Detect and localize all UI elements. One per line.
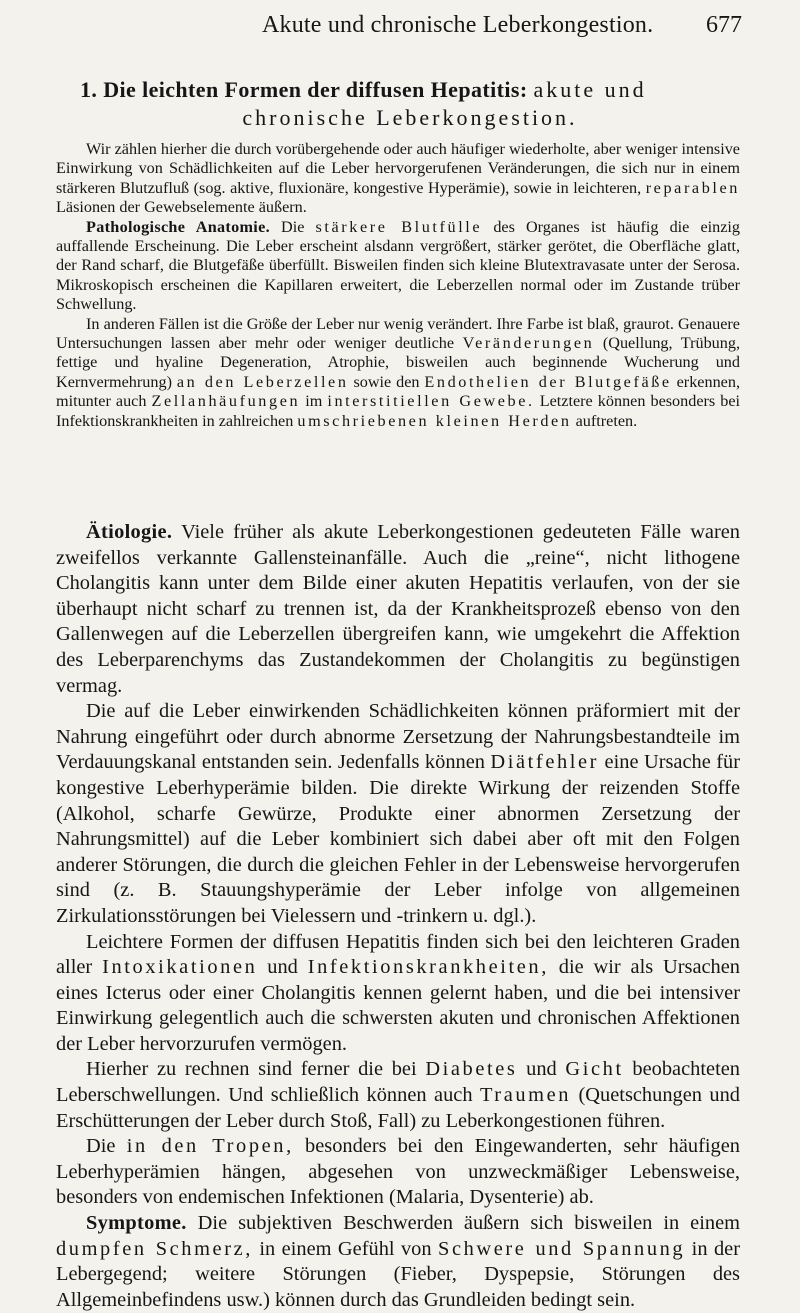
paragraph-intro: Wir zählen hierher die durch vorübergehende oder auch häufiger wiederholte, aber weniger intensive Einwirkung von Schädlichkeiten auf die Leber hervorgerufenen Veränderungen, die sich nur in einem stärkeren Blutzufluß (sog. aktive, fluxionäre, kongestive Hyperämie), sowie in leichteren, reparablen Läsionen der Gewebselemente äußern. [56, 140, 740, 217]
running-head [0, 12, 800, 48]
paragraph-aetiologie: Ätiologie. Viele früher als akute Leberkongestionen gedeuteten Fälle waren zweifellos verkannte Gallensteinanfälle. Auch die „reine“, nicht lithogene Cholangitis kann unter dem Bilde einer akuten Hepatitis verlaufen, von der sie überhaupt nicht scharf zu trennen ist, da der Krankheitsprozeß ebenso von den Gallenwegen auf die Leberzellen übergreifen kann, wie umgekehrt die Affektion des Leberparenchyms das Zustandekommen der Cholangitis zu begünstigen vermag. [56, 521, 741, 697]
page-number: 677 [706, 12, 742, 38]
paragraph-intoxikationen: Leichtere Formen der diffusen Hepatitis finden sich bei den leichteren Graden aller Intoxikationen und Infektionskrankheiten, die wir als Ursachen eines Icterus oder einer Cholangitis kennen gelernt haben, und die bei intensiver Einwirkung gelegentlich auch die schwersten akuten und chronischen Affektionen der Leber hervorzurufen vermögen. [56, 930, 740, 1055]
paragraph-changes: In anderen Fällen ist die Größe der Leber nur wenig verändert. Ihre Farbe ist blaß, graurot. Genauere Untersuchungen lassen aber mehr oder weniger deutliche Veränderungen (Quellung, Trübung, fettige und hyaline Degeneration, Atrophie, bisweilen auch beginnende Wucherung und Kernvermehrung) an den Leberzellen sowie den Endothelien der Blutgefäße erkennen, mitunter auch Zellanhäufungen im interstitiellen Gewebe. Letztere können besonders bei Infektionskrankheiten in zahlreichen umschriebenen kleinen Herden auftreten. [56, 314, 741, 430]
paragraph-tropen: Die in den Tropen, besonders bei den Eingewanderten, sehr häufigen Leberhyperämien hängen, abgesehen von unzweckmäßiger Lebensweise, besonders von endemischen Infektionen (Malaria, Dysenterie) ab. [56, 1135, 740, 1209]
section-heading-lead: 1. Die leichten Formen der diffusen Hepatitis: [80, 77, 528, 102]
section-heading-sub2: chronische Leberkongestion. [242, 105, 578, 130]
heading-aetiologie: Ätiologie. [86, 521, 173, 543]
paragraph-diabetes-gicht: Hierher zu rechnen sind ferner die bei Diabetes und Gicht beobachteten Leberschwellungen. Und schließlich können auch Traumen (Quetschungen und Erschütterungen der Leber durch Stoß, Fall) zu Leberkongestionen führen. [56, 1058, 740, 1132]
heading-symptome: Symptome. [86, 1212, 187, 1235]
running-head-title: Akute und chronische Leberkongestion. [262, 12, 654, 38]
paragraph-symptome: Symptome. Die subjektiven Beschwerden äußern sich bisweilen in einem dumpfen Schmerz, in einem Gefühl von Schwere und Spannung in der Lebergegend; weitere Störungen (Fieber, Dyspepsie, Störungen des Allgemeinbefindens usw.) können durch das Grundleiden bedingt sein. [56, 1212, 740, 1311]
main-text-block [56, 520, 740, 1313]
small-print-block [56, 140, 740, 431]
paragraph-pathology: Pathologische Anatomie. Die stärkere Blutfülle des Organes ist häufig die einzig auffallende Erscheinung. Die Leber erscheint alsdann vergrößert, stärker gerötet, die Oberfläche glatt, der Rand scharf, die Blutgefäße überfüllt. Bisweilen finden sich kleine Blutextravasate unter der Serosa. Mikroskopisch erscheinen die Kapillaren erweitert, die Leberzellen normal oder im Zustande trüber Schwellung. [56, 217, 741, 314]
heading-pathologische-anatomie: Pathologische Anatomie. [86, 217, 270, 236]
section-heading [80, 76, 740, 132]
section-heading-sub1: akute und [533, 77, 647, 102]
paragraph-schaedlichkeiten: Die auf die Leber einwirkenden Schädlichkeiten können präformiert mit der Nahrung eingeführt oder durch abnorme Zersetzung der Nahrungsbestandteile im Verdauungskanal entstanden sein. Jedenfalls können Diätfehler eine Ursache für kongestive Leberhyperämie bilden. Die direkte Wirkung der reizenden Stoffe (Alkohol, scharfe Gewürze, Produkte einer abnormen Zersetzung der Nahrungsmittel) auf die Leber kombiniert sich dabei aber oft mit den Folgen anderer Störungen, die durch die gleichen Fehler in der Lebensweise hervorgerufen sind (z. B. Stauungshyperämie der Leber infolge von allgemeinen Zirkulationsstörungen bei Vielessern und -trinkern u. dgl.). [56, 700, 740, 927]
